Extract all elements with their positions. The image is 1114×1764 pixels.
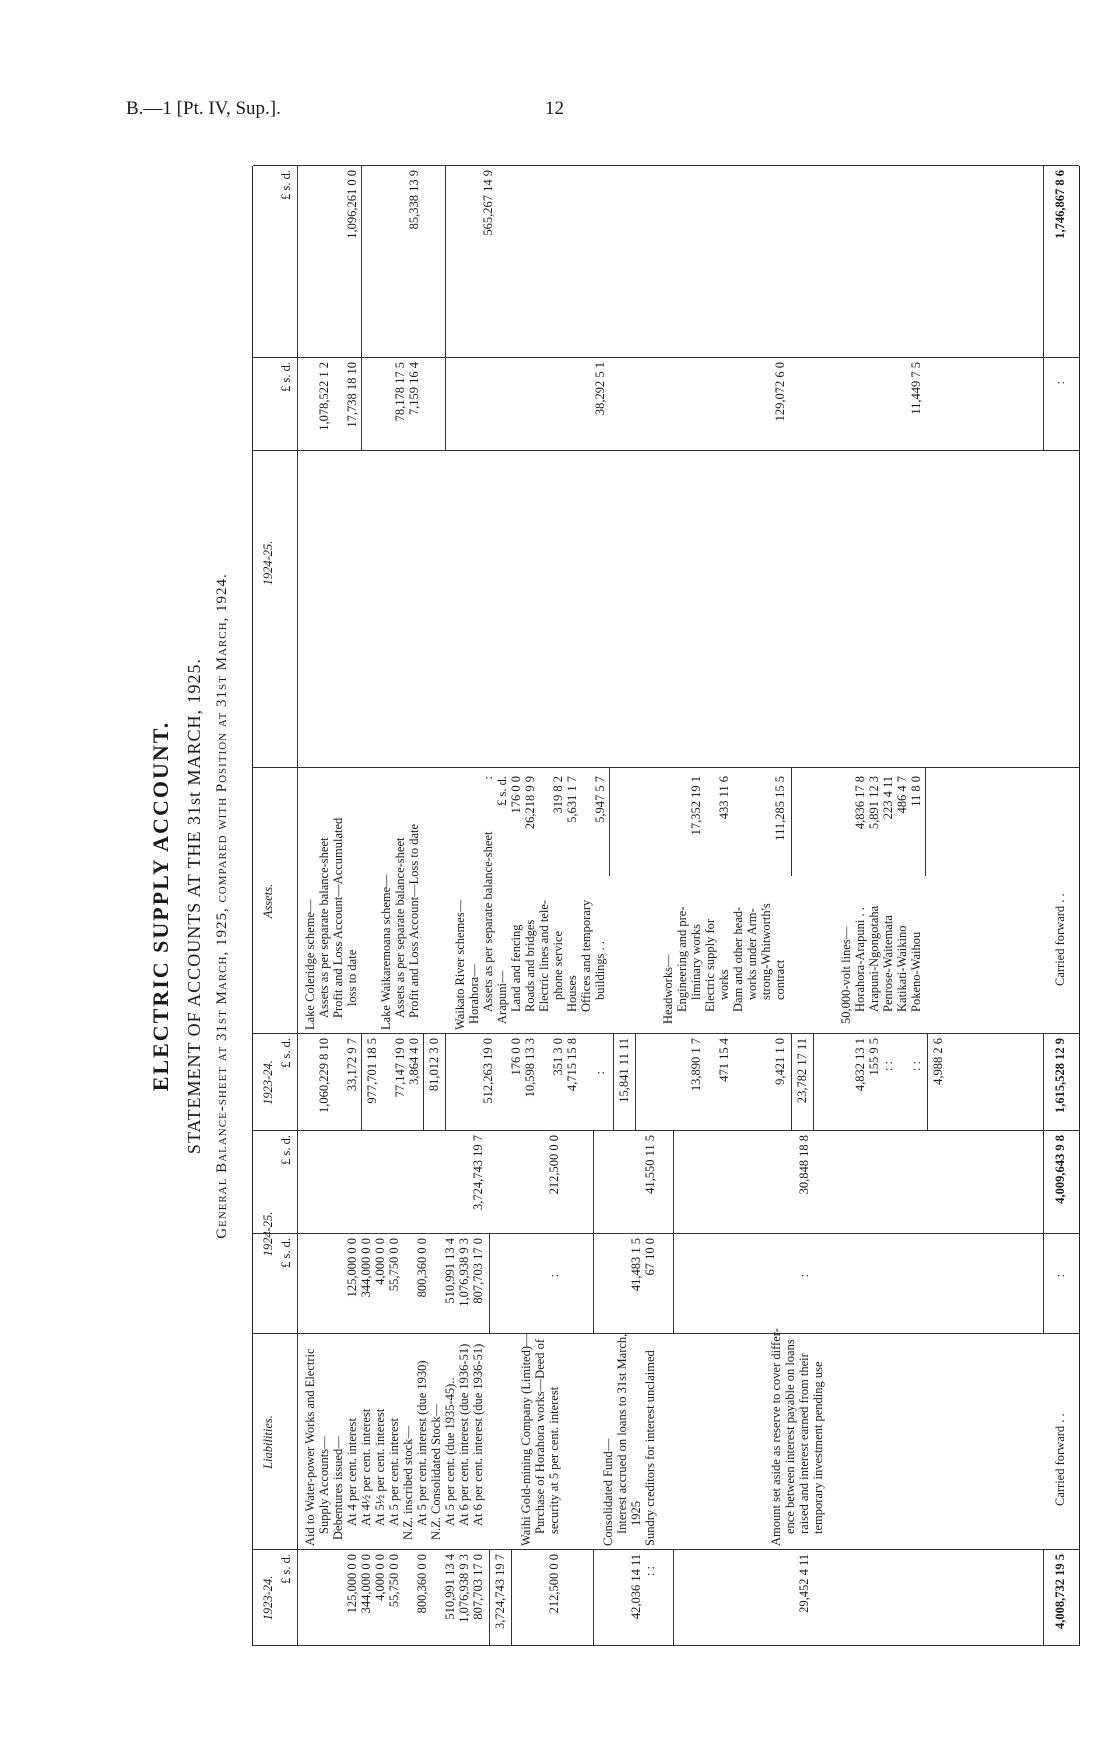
liab-consolidated-fund: Consolidated Fund—: [601, 1438, 615, 1546]
aprev-roads: 10,598 13 3: [523, 1038, 537, 1098]
acur-kv4: 486 4 7: [895, 776, 909, 814]
acur-eng: 17,352 19 1: [689, 776, 703, 836]
rule: [361, 166, 362, 451]
cur-waihi: 212,500 0 0: [547, 1135, 561, 1195]
prev-waihi: 212,500 0 0: [547, 1554, 561, 1614]
aprev-lw-net: 81,012 3 0: [427, 1038, 441, 1092]
asset-kv5: Pokeno-Waihou: [909, 931, 923, 1012]
liab-aid: Aid to Water-power Works and Electric: [303, 1348, 317, 1546]
rule: [489, 1550, 490, 1646]
rule: [489, 1234, 490, 1334]
asset-offices: Offices and temporary: [579, 899, 593, 1012]
liab-nzi5: At 5 per cent. interest (due 1930): [415, 1360, 429, 1526]
acur-headworks-subtotal: 129,072 6 0: [773, 362, 787, 422]
cur-nzi5: 800,360 0 0: [415, 1238, 429, 1298]
asset-roads: Roads and bridges: [523, 919, 537, 1012]
asset-lc-loss: loss to date: [345, 949, 359, 1006]
aprev-arapuni-subtotal: 15,841 11 11: [617, 1038, 631, 1103]
asset-land: Land and fencing: [509, 924, 523, 1012]
liab-nzc5: At 5 per cent. (due 1935-45)..: [443, 1377, 457, 1526]
rule: [593, 1550, 594, 1646]
aprev-lc-net: 977,701 18 5: [365, 1038, 379, 1104]
rule: [253, 450, 1079, 451]
cur-total-dots: :: [1053, 1274, 1067, 1278]
cur-waihi-dots: :: [547, 1274, 561, 1278]
rule: [445, 166, 446, 451]
cur-d4h: 344,000 0 0: [359, 1238, 373, 1298]
rule: [635, 1034, 636, 1131]
asset-carried-forward: Carried forward . .: [1053, 893, 1067, 986]
aprev-kv-dots: : :: [881, 1061, 895, 1072]
prev-subtotal: 3,724,743 19 7: [493, 1554, 507, 1629]
liab-reserve: Amount set aside as reserve to cover differ-: [769, 1328, 783, 1546]
aprev-total: 1,615,528 12 9: [1053, 1038, 1067, 1113]
rule: [1043, 1550, 1044, 1646]
currency-header: £ s. d.: [279, 1038, 293, 1068]
asset-lake-waikaremoana: Lake Waikaremoana scheme—: [379, 874, 393, 1030]
prev-nzc6b: 807,703 17 0: [471, 1554, 485, 1620]
aprev-eng: 13,890 1 7: [689, 1038, 703, 1092]
rule: [609, 768, 610, 876]
liab-nzc6b: At 6 per cent. interest (due 1936-51): [471, 1343, 485, 1526]
liab-sundry-creditors: Sundry creditors for interest unclaimed: [643, 1350, 657, 1546]
acur-es: 433 11 6: [717, 776, 731, 820]
balance-sheet-table: [252, 166, 1080, 1646]
currency-header: £ s. d.: [279, 1554, 293, 1584]
cur-subtotal: 3,724,743 19 7: [471, 1135, 485, 1210]
liab-d5: At 5 per cent. interest: [387, 1418, 401, 1526]
prev-d5h: 4,000 0 0: [373, 1554, 387, 1601]
asset-dam-3: strong-Whitworth's: [759, 903, 773, 1000]
cur-reserve-dots: :: [797, 1274, 811, 1278]
aprev-lw-loss: 3,864 4 0: [407, 1038, 421, 1085]
rule: [253, 1233, 1079, 1234]
acur-lc-assets: 1,078,522 1 2: [317, 362, 331, 431]
liab-waihi-2: Purchase of Horahora works—Deed of: [533, 1338, 547, 1534]
header-1924-25: 1924-25.: [261, 1211, 275, 1257]
asset-headworks: Headworks—: [661, 954, 675, 1024]
currency-header: £ s. d.: [279, 170, 293, 200]
rule: [361, 1034, 362, 1131]
rule: [253, 767, 1079, 768]
asset-horahora: Horahora—: [467, 964, 481, 1024]
acur-houses: 5,631 1 7: [565, 776, 579, 823]
rule: [791, 768, 792, 876]
asset-50kv: 50,000-volt lines—: [839, 926, 853, 1024]
rule: [445, 1034, 446, 1131]
rule: [253, 1033, 1079, 1034]
rule: [1043, 1131, 1044, 1334]
asset-lc-assets: Assets as per separate balance-sheet: [317, 837, 331, 1018]
liab-nz-inscribed: N.Z. inscribed stock—: [401, 1426, 415, 1540]
landscape-statement: [146, 166, 1078, 1646]
acur-kv2: 5,891 12 3: [867, 776, 881, 830]
aprev-es: 471 15 4: [717, 1038, 731, 1082]
rule: [927, 1034, 928, 1131]
currency-header: £ s. d.: [279, 1238, 293, 1268]
asset-dam-4: contract: [773, 959, 787, 1000]
rule: [673, 1550, 674, 1646]
aprev-lc-loss: 33,172 9 7: [345, 1038, 359, 1092]
asset-lc-pl: Profit and Loss Account—Accumulated: [331, 817, 345, 1018]
acur-total-dots: :: [1053, 381, 1067, 385]
asset-phone: phone service: [551, 930, 565, 1000]
rule: [791, 1034, 792, 1131]
acur-total: 1,746,867 8 6: [1053, 170, 1067, 239]
aprev-headworks-subtotal: 23,782 17 11: [795, 1038, 809, 1104]
rule: [1043, 1034, 1044, 1131]
acur-arapuni-subtotal: 38,292 5 1: [593, 362, 607, 416]
asset-dam: Dam and other head-: [731, 906, 745, 1012]
header-assets: Assets.: [261, 883, 275, 919]
header-1923-24-assets: 1923-24.: [261, 1060, 275, 1105]
header-1924-25-assets: 1924-25.: [261, 540, 275, 586]
aprev-land: 176 0 0: [509, 1038, 523, 1076]
asset-dam-2: works under Arm-: [745, 908, 759, 1000]
cur-total: 4,009,643 9 8: [1053, 1135, 1067, 1204]
acur-land: 176 0 0: [509, 776, 523, 814]
acur-hor-dots: :: [481, 776, 495, 780]
asset-offices-2: buildings . .: [593, 940, 607, 1000]
cur-cf-sundry: 67 10 0: [643, 1238, 657, 1276]
statement-title: STATEMENT OF ACCOUNTS AT THE 31st MARCH, 1925.: [184, 657, 204, 1155]
aprev-phone: 351 3 0: [551, 1038, 565, 1076]
liab-supply: Supply Accounts—: [317, 1436, 331, 1534]
rule: [423, 1034, 424, 1131]
page-reference: B.—1 [Pt. IV, Sup.].: [126, 98, 281, 119]
acur-dam: 111,285 15 5: [773, 776, 787, 841]
liab-waihi-3: security at 5 per cent. interest: [547, 1386, 561, 1534]
cur-d5h: 4,000 0 0: [373, 1238, 387, 1285]
rule: [253, 165, 1079, 166]
cur-cf-subtotal: 41,550 11 5: [643, 1135, 657, 1194]
arapuni-currency-header: £ s. d.: [495, 776, 509, 806]
aprev-hor: 512,263 19 0: [481, 1038, 495, 1104]
aprev-offices-dots: :: [593, 1071, 607, 1075]
asset-lake-coleridge: Lake Coleridge scheme—: [303, 899, 317, 1030]
acur-offices: 5,947 5 7: [593, 776, 607, 823]
rule: [813, 1034, 814, 1131]
asset-eng-2: liminary works: [689, 923, 703, 1000]
acur-lc-net: 1,096,261 0 0: [345, 170, 359, 239]
rule: [593, 1131, 594, 1334]
aprev-lw-assets: 77,147 19 0: [393, 1038, 407, 1098]
liab-debentures: Debentures issued—: [331, 1436, 345, 1540]
acur-phone: 319 8 2: [551, 776, 565, 814]
aprev-kv-dots: : :: [909, 1061, 923, 1072]
acur-kv-subtotal: 11,449 7 5: [909, 362, 923, 415]
prev-cf-dots: : :: [643, 1566, 657, 1577]
rule: [511, 1550, 512, 1646]
liab-reserve-2: ence between interest payable on loans: [783, 1339, 797, 1534]
aprev-lc-assets: 1,060,229 8 10: [317, 1038, 331, 1113]
cur-cf-interest: 41,483 1 5: [629, 1238, 643, 1292]
asset-kv3: Penrose-Waitemata: [881, 915, 895, 1012]
acur-hor-net: 565,267 14 9: [481, 170, 495, 236]
asset-kv4: Katikati-Waikino: [895, 925, 909, 1012]
currency-header: £ s. d.: [279, 362, 293, 392]
cur-nzc6b: 807,703 17 0: [471, 1238, 485, 1304]
liab-d4: At 4 per cent. interest: [345, 1418, 359, 1526]
asset-hor-assets: Assets as per separate balance-sheet: [481, 831, 495, 1012]
asset-electric-lines: Electric lines and tele-: [537, 899, 551, 1012]
header-rule: [297, 166, 298, 1646]
prev-d4: 125,000 0 0: [345, 1554, 359, 1614]
aprev-kv1: 4,832 13 1: [853, 1038, 867, 1092]
asset-lw-pl: Profit and Loss Account—Loss to date: [407, 823, 421, 1018]
page-number: 12: [545, 98, 564, 119]
title-block: [146, 166, 241, 1646]
liab-cf-year: 1925: [629, 1501, 643, 1526]
asset-kv2: Arapuni-Ngongotaha: [867, 905, 881, 1012]
prev-nzc6a: 1,076,938 9 3: [457, 1554, 471, 1623]
prev-total: 4,008,732 19 5: [1053, 1554, 1067, 1629]
acur-lw-net: 85,338 13 9: [407, 170, 421, 230]
rule: [925, 768, 926, 876]
liab-reserve-4: temporary investment pending use: [811, 1361, 825, 1534]
acur-kv5: 11 8 0: [909, 776, 923, 807]
prev-nzi5: 800,360 0 0: [415, 1554, 429, 1614]
rule: [253, 1549, 1079, 1550]
asset-es-2: works: [717, 969, 731, 1000]
balance-sheet-subtitle: General Balance-sheet at 31st March, 1925, compared with Position at 31st March, 1924.: [214, 573, 230, 1239]
acur-kv3: 223 4 11: [881, 776, 895, 820]
liab-cf-interest: Interest accrued on loans to 31st March,: [615, 1333, 629, 1534]
cur-nzc5: 510,991 13 4: [443, 1238, 457, 1304]
asset-arapuni: Arapuni—: [495, 970, 509, 1024]
acur-roads: 26,218 9 9: [523, 776, 537, 830]
cur-reserve: 30,848 18 8: [797, 1135, 811, 1195]
prev-d5: 55,750 0 0: [387, 1554, 401, 1608]
asset-eng: Engineering and pre-: [675, 906, 689, 1012]
aprev-houses: 4,715 15 8: [565, 1038, 579, 1092]
liab-d5h: At 5½ per cent. interest: [373, 1408, 387, 1526]
asset-es: Electric supply for: [703, 918, 717, 1012]
prev-d4h: 344,000 0 0: [359, 1554, 373, 1614]
prev-consolidated-fund: 42,036 14 11: [629, 1554, 643, 1620]
liab-nzc6a: At 6 per cent. interest (due 1936-51): [457, 1343, 471, 1526]
cur-d5: 55,750 0 0: [387, 1238, 401, 1292]
rule: [673, 1131, 674, 1334]
acur-kv1: 4,836 17 8: [853, 776, 867, 830]
header-liabilities: Liabilities.: [261, 1415, 275, 1469]
liab-waihi: Waihi Gold-mining Company (Limited)—: [519, 1333, 533, 1546]
main-title: ELECTRIC SUPPLY ACCOUNT.: [148, 720, 173, 1092]
liab-carried-forward: Carried forward . .: [1053, 1413, 1067, 1506]
asset-waikato: Waikato River schemes—: [453, 899, 467, 1030]
asset-kv1: Horahora-Arapuni . .: [853, 907, 867, 1012]
aprev-dam: 9,421 1 0: [773, 1038, 787, 1085]
cur-nzc6a: 1,076,938 9 3: [457, 1238, 471, 1307]
rule: [1043, 166, 1044, 451]
acur-lc-loss: 17,738 18 10: [345, 362, 359, 428]
acur-lw-assets: 78,178 17 5: [393, 362, 407, 422]
currency-header: £ s. d.: [279, 1135, 293, 1165]
liab-reserve-3: raised and interest earned from their: [797, 1353, 811, 1534]
aprev-kv-subtotal: 4,988 2 6: [931, 1038, 945, 1085]
asset-lw-assets: Assets as per separate balance-sheet: [393, 837, 407, 1018]
rule: [613, 1034, 614, 1131]
rule: [253, 357, 1079, 358]
cur-d4: 125,000 0 0: [345, 1238, 359, 1298]
prev-reserve: 29,452 4 11: [797, 1554, 811, 1613]
aprev-kv2: 155 9 5: [867, 1038, 881, 1076]
header-1923-24: 1923-24.: [261, 1575, 275, 1621]
acur-lw-loss: 7,159 16 4: [407, 362, 421, 416]
liab-nz-consolidated: N.Z. Consolidated Stock—: [429, 1403, 443, 1540]
prev-nzc5: 510,991 13 4: [443, 1554, 457, 1620]
asset-houses: Houses: [565, 975, 579, 1012]
liab-d4h: At 4½ per cent. interest: [359, 1408, 373, 1526]
